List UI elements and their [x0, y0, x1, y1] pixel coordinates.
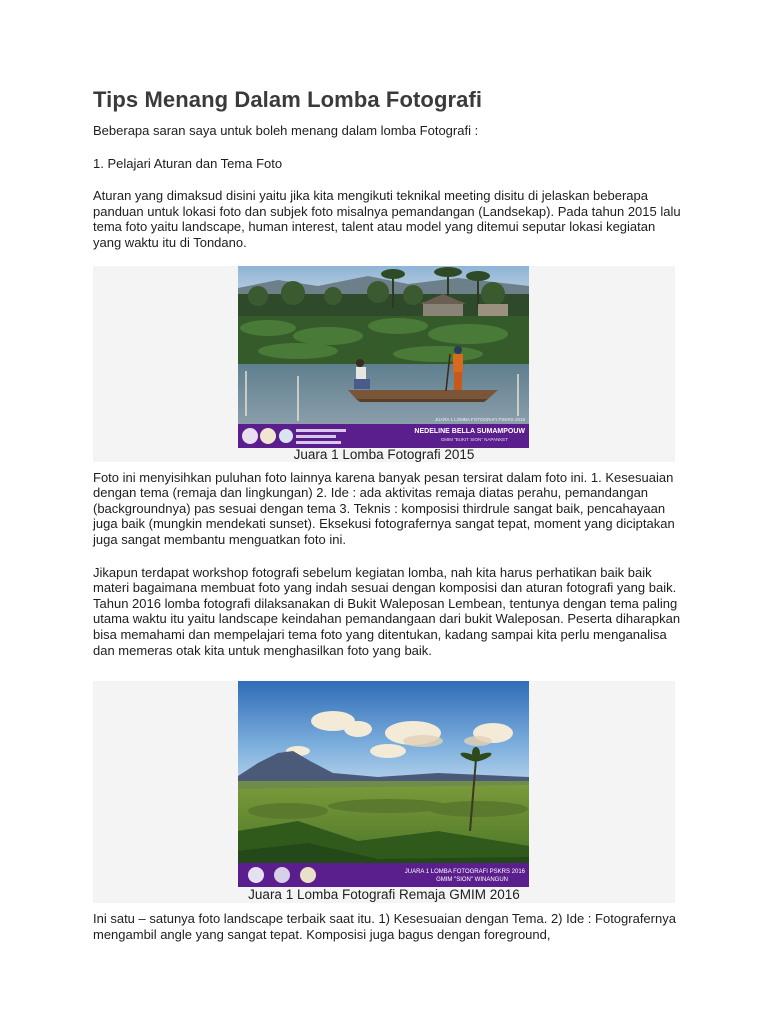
banner-name: NEDELINE BELLA SUMAMPOUW [414, 427, 525, 435]
article-title: Tips Menang Dalam Lomba Fotografi [93, 87, 483, 112]
article [93, 86, 683, 942]
banner-sub: GMIM "BUKIT SION" NAPANKET [440, 436, 508, 442]
photo-landscape-hill [238, 681, 529, 887]
photo-watermark: JUARA 1 LOMBA FOTOGRAFI PSKRS 2015 [434, 416, 525, 422]
photo-boat-lake [238, 266, 529, 448]
banner-line-2: GMIM "SION" WINANGUN [436, 877, 508, 884]
banner-line-1: JUARA 1 LOMBA FOTOGRAFI PSKRS 2016 [404, 869, 525, 876]
figure-1-caption: Juara 1 Lomba Fotografi 2015 [293, 446, 475, 462]
figure-2-caption: Juara 1 Lomba Fotografi Remaja GMIM 2016 [248, 887, 520, 903]
paragraph-3: Jikapun terdapat workshop fotografi sebelum kegiatan lomba, nah kita harus perhatikan baik baik materi bagaimana membuat foto yang indah sesuai dengan komposisi dan aturan fotografi yang baik. Tahun 2016 lomba fotografi dilaksanakan di Bukit Waleposan Lembean, tentunya dengan tema paling utama waktu itu yaitu landscape keindahan pemandangaan dari bukit Waleposan. Peserta diharapkan bisa memahami dan mempelajari tema foto yang ditentukan, kadang sampai kita perlu menganalisa dan memeras otak kita untuk menghasilkan foto yang baik. [93, 564, 681, 658]
section-heading: 1. Pelajari Aturan dan Tema Foto [93, 155, 283, 171]
figure-2 [93, 681, 675, 903]
paragraph-4: Ini satu – satunya foto landscape terbaik saat itu. 1) Kesesuaian dengan Tema. 2) Ide : Fotografernya mengambil angle yang sangat tepat. Komposisi juga bagus dengan foreground, [93, 911, 676, 942]
paragraph-1: Aturan yang dimaksud disini yaitu jika kita mengikuti teknikal meeting disitu di jelaskan beberapa panduan untuk lokasi foto dan subjek foto misalnya pemandangan (Landsekap). Pada tahun 2015 lalu tema foto yaitu landscape, human interest, talent atau model yang ditemui seputar lokasi kegiatan yang waktu itu di Tondano. [93, 188, 681, 250]
paragraph-2: Foto ini menyisihkan puluhan foto lainnya karena banyak pesan tersirat dalam foto ini. 1. Kesesuaian dengan tema (remaja dan lingkungan) 2. Ide : ada aktivitas remaja diatas perahu, pemandangan (backgroundnya) pas sesuai dengan tema 3. Teknis : komposisi thirdrule sangat baik, pencahayaan juga baik (mungkin mendekati sunset). Eksekusi fotografernya sangat tepat, moment yang diciptakan juga sangat membantu menguatkan foto ini. [93, 469, 675, 547]
intro-text: Beberapa saran saya untuk boleh menang dalam lomba Fotografi : [93, 123, 479, 138]
figure-1 [93, 266, 675, 462]
